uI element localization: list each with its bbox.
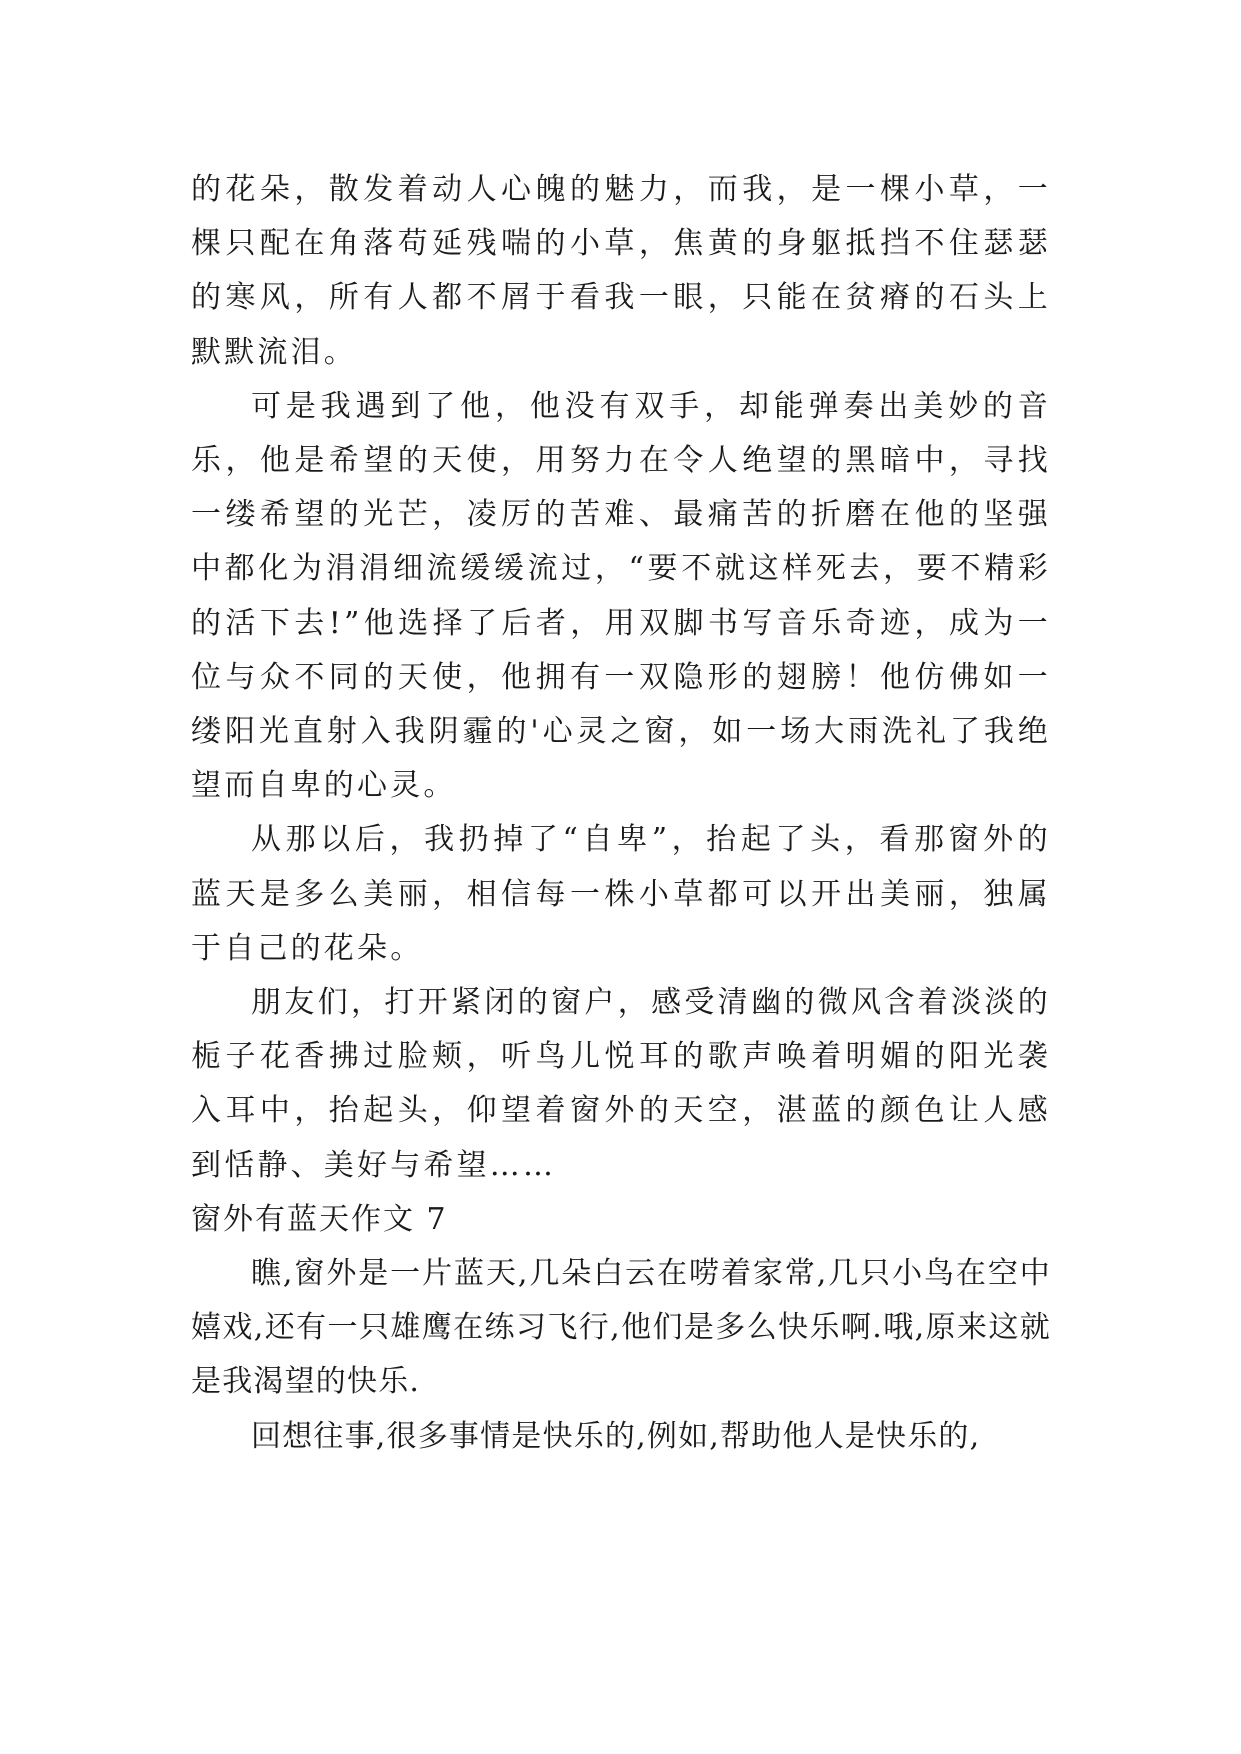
paragraph: 可是我遇到了他，他没有双手，却能弹奏出美妙的音乐，他是希望的天使，用努力在令人绝望的黑暗中，寻找一缕希望的光芒，凌厉的苦难、最痛苦的折磨在他的坚强中都化为涓涓细流缓缓流过，“要不就这样死去，要不精彩的活下去!”他选择了后者，用双脚书写音乐奇迹，成为一位与众不同的天使，他拥有一双隐形的翅膀！他仿佛如一缕阳光直射入我阴霾的'心灵之窗，如一场大雨洗礼了我绝望而自卑的心灵。 xyxy=(191,388,1051,804)
paragraph: 回想往事,很多事情是快乐的,例如,帮助他人是快乐的, xyxy=(251,1418,981,1454)
section-heading: 窗外有蓝天作文 7 xyxy=(191,1201,448,1237)
document-body xyxy=(191,163,1051,1464)
paragraph: 从那以后，我扔掉了“自卑”，抬起了头，看那窗外的蓝天是多么美丽，相信每一株小草都可以开出美丽，独属于自己的花朵。 xyxy=(191,822,1051,966)
paragraph: 瞧,窗外是一片蓝天,几朵白云在唠着家常,几只小鸟在空中嬉戏,还有一只雄鹰在练习飞行,他们是多么快乐啊.哦,原来这就是我渴望的快乐. xyxy=(191,1256,1051,1400)
paragraph-continued: 的花朵，散发着动人心魄的魅力，而我，是一棵小草，一棵只配在角落苟延残喘的小草，焦黄的身躯抵挡不住瑟瑟的寒风，所有人都不屑于看我一眼，只能在贫瘠的石头上默默流泪。 xyxy=(191,172,1051,370)
paragraph: 朋友们，打开紧闭的窗户，感受清幽的微风含着淡淡的栀子花香拂过脸颊，听鸟儿悦耳的歌声唤着明媚的阳光袭入耳中，抬起头，仰望着窗外的天空，湛蓝的颜色让人感到恬静、美好与希望…… xyxy=(191,985,1051,1183)
